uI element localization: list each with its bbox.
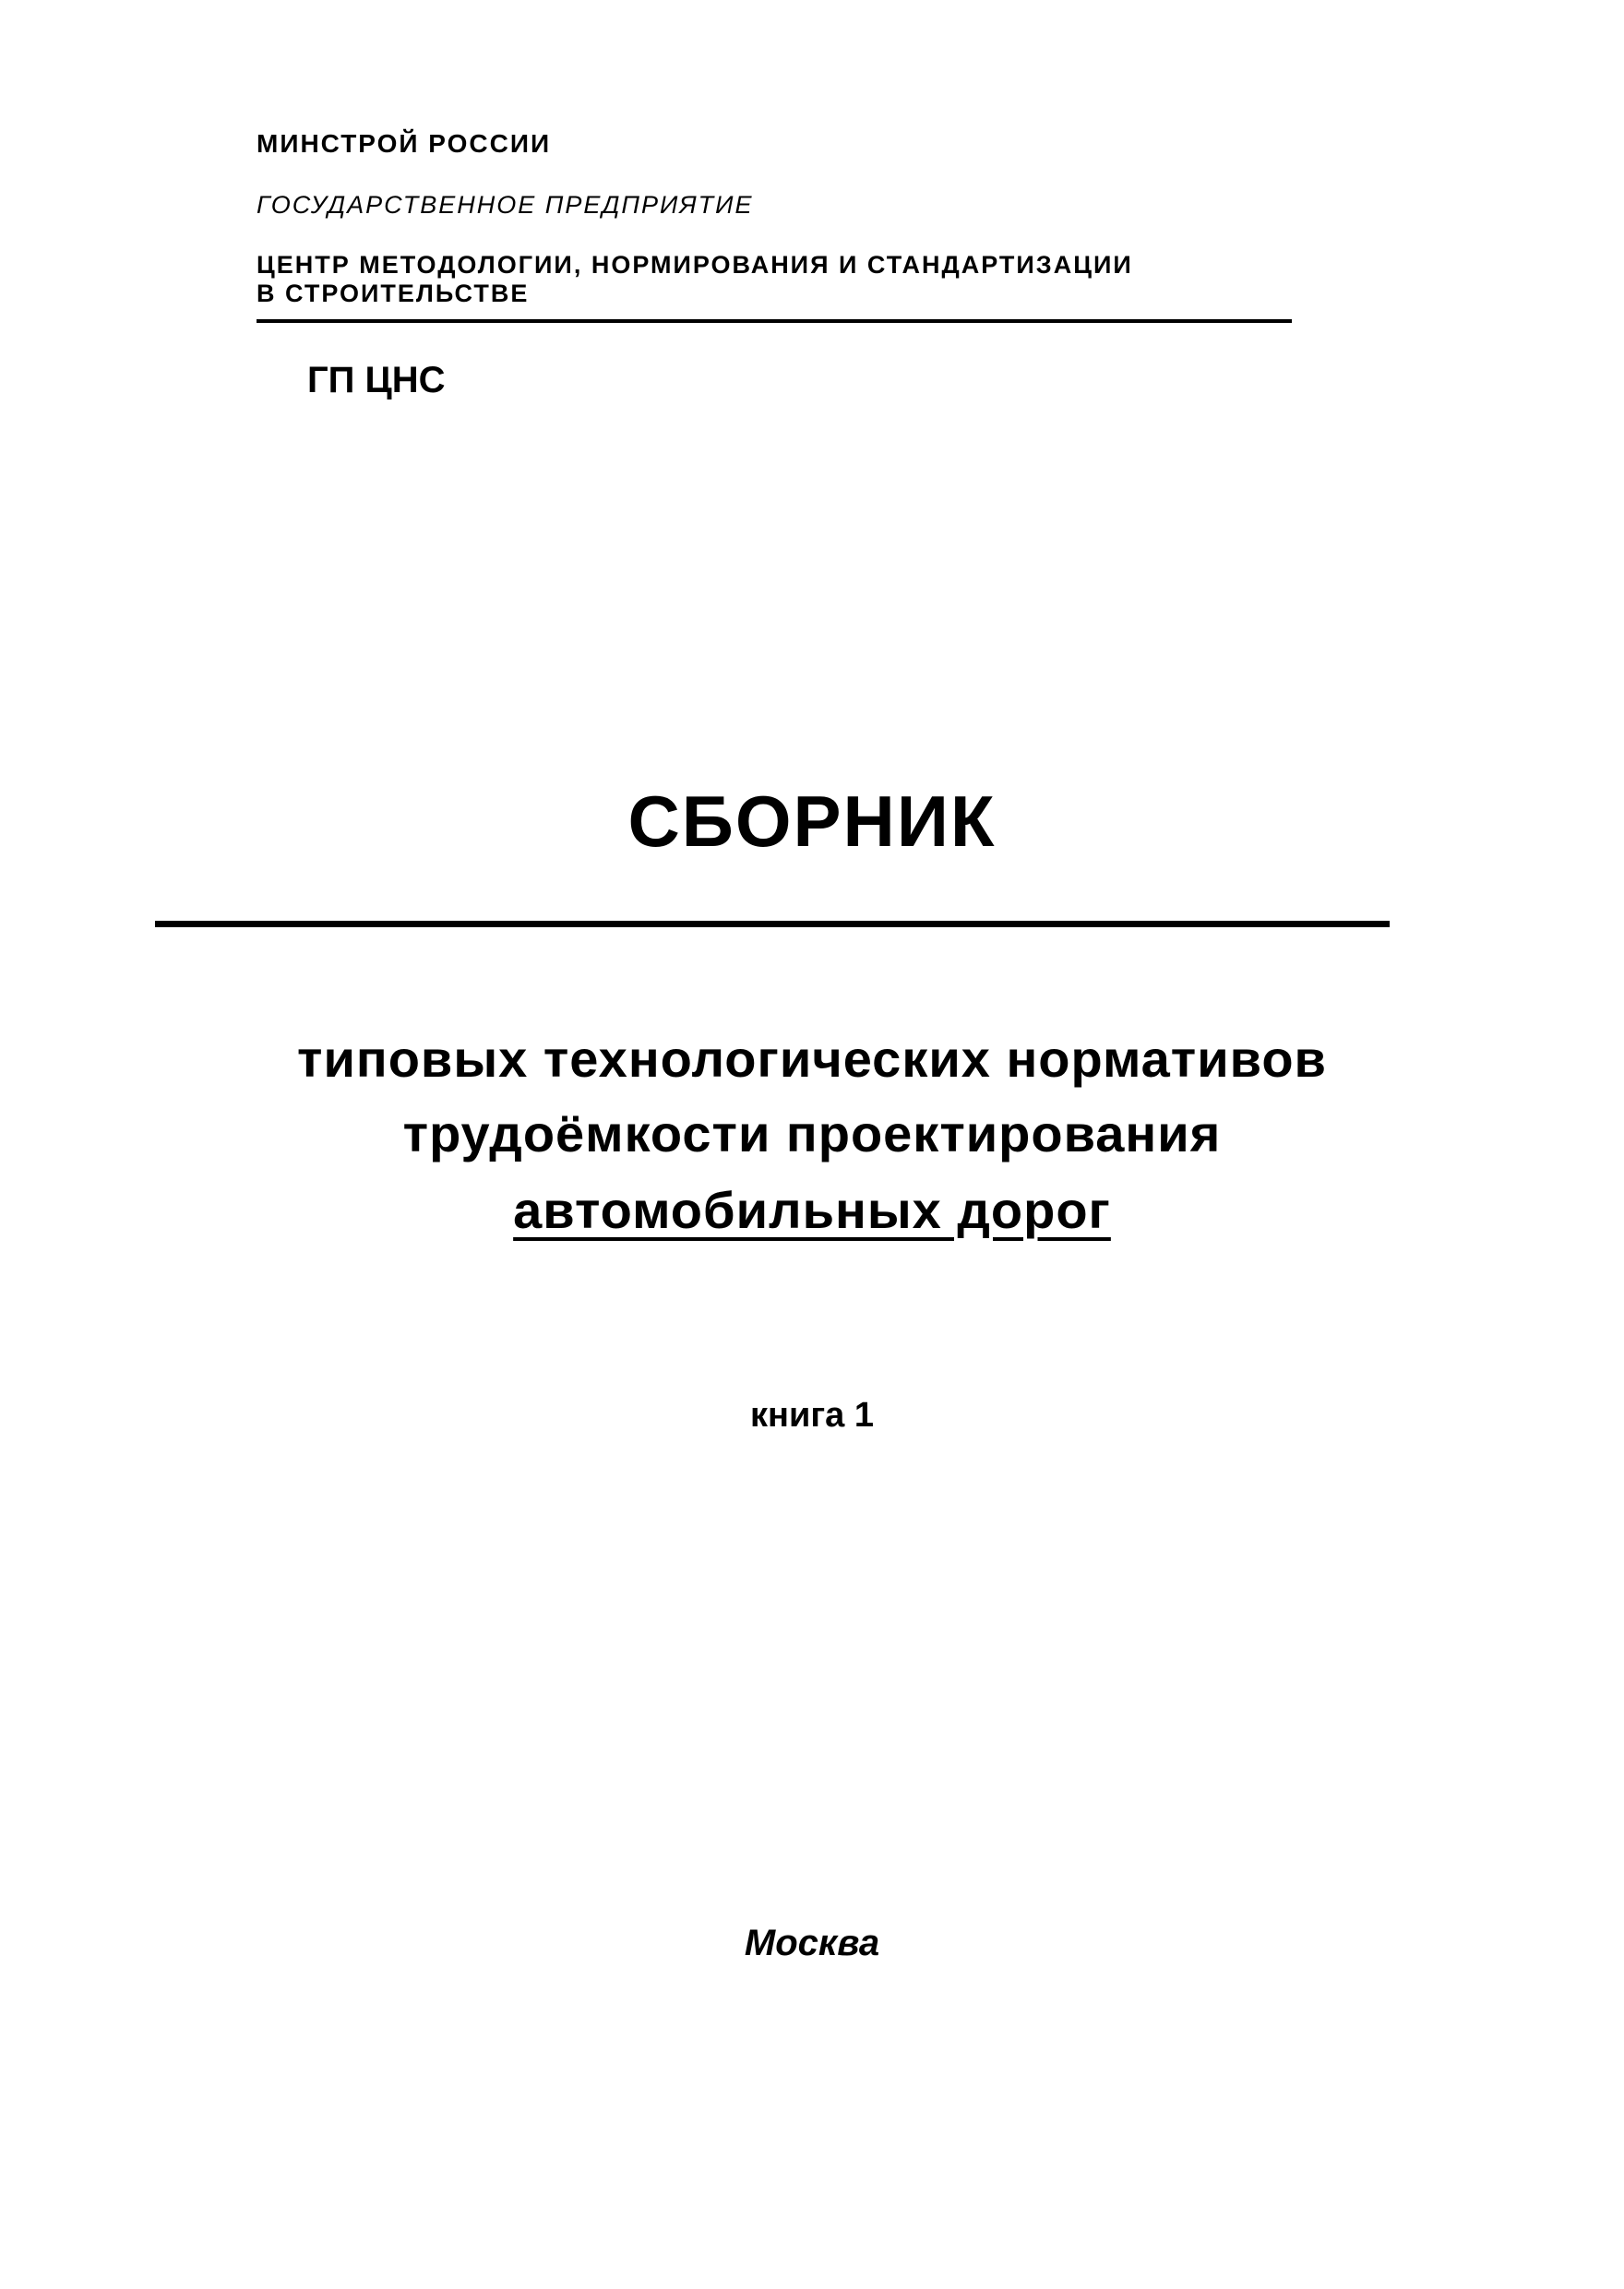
document-title: СБОРНИК xyxy=(627,781,997,862)
publication-city: Москва xyxy=(744,1923,880,1963)
book-number: книга 1 xyxy=(750,1396,874,1435)
subtitle-line1: типовых технологических нормативов xyxy=(297,1030,1327,1088)
subtitle-line2: трудоёмкости проектирования xyxy=(402,1104,1222,1162)
organization-name-line2: В СТРОИТЕЛЬСТВЕ xyxy=(257,280,530,307)
enterprise-type: ГОСУДАРСТВЕННОЕ ПРЕДПРИЯТИЕ xyxy=(257,191,754,219)
organization-abbreviation: ГП ЦНС xyxy=(307,360,446,400)
subtitle-line3-text: автомобильных дорог xyxy=(513,1181,1111,1239)
ministry-name: МИНСТРОЙ РОССИИ xyxy=(257,129,552,158)
header-divider xyxy=(257,319,1292,323)
title-divider xyxy=(155,921,1390,927)
subtitle-line3 xyxy=(0,1180,1624,1240)
organization-name-line1: ЦЕНТР МЕТОДОЛОГИИ, НОРМИРОВАНИЯ И СТАНДАРТИЗАЦИИ xyxy=(257,251,1133,279)
